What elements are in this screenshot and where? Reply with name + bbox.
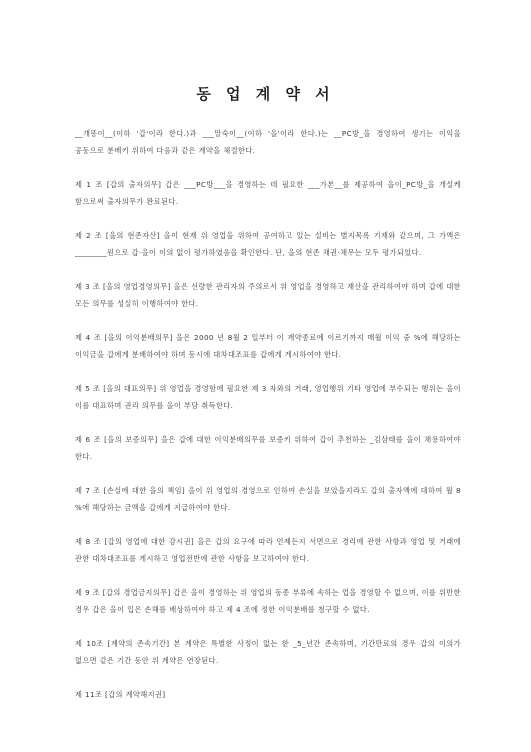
document-title: 동 업 계 약 서 <box>196 85 335 103</box>
article-7-paragraph: 제 7 조 [손실에 대한 을의 책임] 을이 위 영업의 경영으로 인하여 손실을 보았을지라도 갑의 출자액에 대하여 월 8 %에 해당하는 금액을 갑에게 지급하여야 한다. <box>75 486 461 512</box>
article-2-paragraph: 제 2 조 [을의 현존자산] 을이 현재 위 영업을 위하여 공여하고 있는 설비는 별지목록 기재와 같으며, 그 가액은 ________원으로 갑·을이 이의 없이 평가하였음을 확인한다. 단, 을의 현존 채권·채무는 모두 평가되었다. <box>75 231 461 257</box>
article-9-paragraph: 제 9 조 [갑의 경업금지의무] 갑은 을이 경영하는 위 영업의 동종 부류에 속하는 업을 경영할 수 없으며, 이를 위반한 경우 갑은 을이 입은 손해를 배상하여야 하고 제 4 조에 정한 이익분배를 청구할 수 없다. <box>75 588 461 614</box>
article-5-paragraph: 제 5 조 [을의 대표의무] 위 영업을 경영함에 필요한 제 3 자와의 거래, 영업행위 기타 영업에 부수되는 행위는 을이 이를 대표하며 권리 의무를 을이 부담 취득한다. <box>75 384 461 410</box>
article-6-paragraph: 제 6 조 [을의 보증의무] 을은 갑에 대한 이익분배의무를 보증키 위하여 갑이 추천하는 _김삼태를 을이 채용하여야 한다. <box>75 435 461 461</box>
article-10-paragraph: 제 10조 [계약의 존속기간] 본 계약은 특별한 사정이 없는 한 _5_년간 존속하며, 기간만료의 경우 갑의 이의가 없으면 같은 기간 동안 위 계약은 연장된다. <box>75 639 461 665</box>
article-11-heading: 제 11조 [갑의 계약해지권] <box>75 690 166 699</box>
article-1-paragraph: 제 1 조 [갑의 출자의무] 갑은 ___PC방___을 경영하는 데 필요한 ___가본__를 제공하여 을이_PC방_을 개설케 함으로써 출자의무가 완료된다. <box>75 180 461 206</box>
document-body <box>75 125 461 703</box>
article-3-paragraph: 제 3 조 [을의 영업경영의무] 을은 선량한 관리자의 주의로서 위 영업을 경영하고 재산을 관리하여야 하며 갑에 대한 모든 의무를 성실히 이행하여야 한다. <box>75 282 461 308</box>
article-4-paragraph: 제 4 조 [을의 이익분배의무] 을은 2000 년 8월 2 일부터 이 계약종료에 이르기까지 매월 이익 중 %에 해당하는 이익금을 갑에게 분배하여야 하며 동시에 대차대조표를 갑에게 게시하여야 한다. <box>75 333 461 359</box>
article-8-paragraph: 제 8 조 [갑의 영업에 대한 감시권] 을은 갑의 요구에 따라 언제든지 서면으로 경리에 관한 사항과 영업 및 거래에 관한 대차대조표를 게시하고 영업전반에 관한 사항을 보고하여야 한다. <box>75 537 461 563</box>
preamble-paragraph: __개똥이__(이하 '갑'이라 한다.)과 ___말숙이__(이하 '을'이라 한다.)는 __PC방_을 경영하여 생기는 이익을 공동으로 분배키 위하여 다음과 같은 계약을 체결한다. <box>75 129 461 155</box>
